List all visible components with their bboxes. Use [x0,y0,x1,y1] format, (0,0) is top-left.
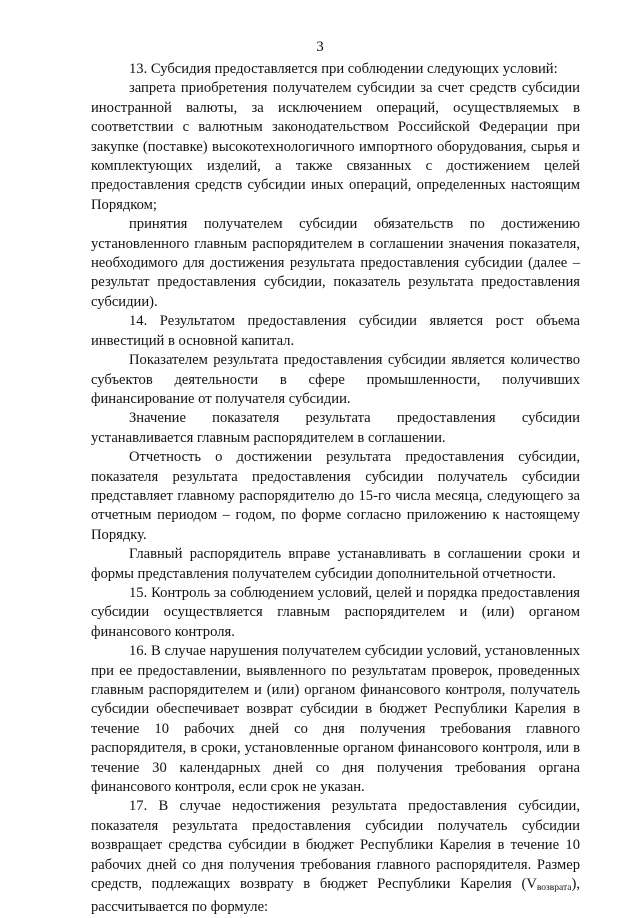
paragraph-13-condition-2: принятия получателем субсидии обязательств по достижению установленного главным распорядителем в соглашении значения показателя, необходимого для достижения результата предоставления субсидии (далее – результат предоставления субсидии, показатель результата предоставления субсидии). [91,216,580,310]
paragraph-14-indicator: Показателем результата предоставления субсидии является количество субъектов деятельности в сфере промышленности, получивших финансирование от получателя субсидии. [91,352,580,407]
formula-suffix: ), рассчитывается по формуле: [91,876,580,916]
paragraph-13: 13. Субсидия предоставляется при соблюдении следующих условий: [129,61,558,77]
page-number: 3 [316,39,324,55]
formula-open-paren: ( [521,876,527,893]
paragraph-17 [91,797,580,917]
formula-subscript: возврата [536,883,572,894]
formula-symbol: V [526,876,537,893]
paragraph-14-indicator-value: Значение показателя результата предоставления субсидии устанавливается главным распорядителем в соглашении. [91,410,580,446]
document-body [91,60,580,918]
paragraph-14-additional-reporting: Главный распорядитель вправе устанавливать в соглашении сроки и формы представления получателем субсидии дополнительной отчетности. [91,546,580,582]
paragraph-14: 14. Результатом предоставления субсидии является рост объема инвестиций в основной капитал. [91,313,580,349]
paragraph-16: 16. В случае нарушения получателем субсидии условий, установленных при ее предоставлении, выявленного по результатам проверок, проведенных главным распорядителем и (или) органом финансового контроля, получатель субсидии обеспечивает возврат субсидии в бюджет Республики Карелия в течение 10 рабочих дней со дня получения требования главного распорядителя, в сроки, установленные органом финансового контроля, или в течение 30 календарных дней со дня получения требования органа финансового контроля, если срок не указан. [91,643,580,796]
paragraph-14-reporting: Отчетность о достижении результата предоставления субсидии, показателя результата предоставления субсидии получатель субсидии представляет главному распорядителю до 15-го числа месяца, следующего за отчетным периодом – годом, по форме согласно приложению к настоящему Порядку. [91,449,580,543]
paragraph-17-text: 17. В случае недостижения результата предоставления субсидии, показателя результата предоставления субсидии получатель субсидии возвращает средства субсидии в бюджет Республики Карелия в течение 10 рабочих дней со дня получения требования главного распорядителя. Размер средств, подлежащих возврату в бюджет Республики Карелия [91,798,580,893]
paragraph-15: 15. Контроль за соблюдением условий, целей и порядка предоставления субсидии осуществляется главным распорядителем и (или) органом финансового контроля. [91,584,580,640]
paragraph-13-condition-1: запрета приобретения получателем субсидии за счет средств субсидии иностранной валюты, за исключением операций, осуществляемых в соответствии с валютным законодательством Российской Федерации при закупке (поставке) высокотехнологичного импортного оборудования, сырья и комплектующих изделий, а также связанных с достижением целей предоставления средств субсидии иных операций, определенных настоящим Порядком; [91,80,580,213]
